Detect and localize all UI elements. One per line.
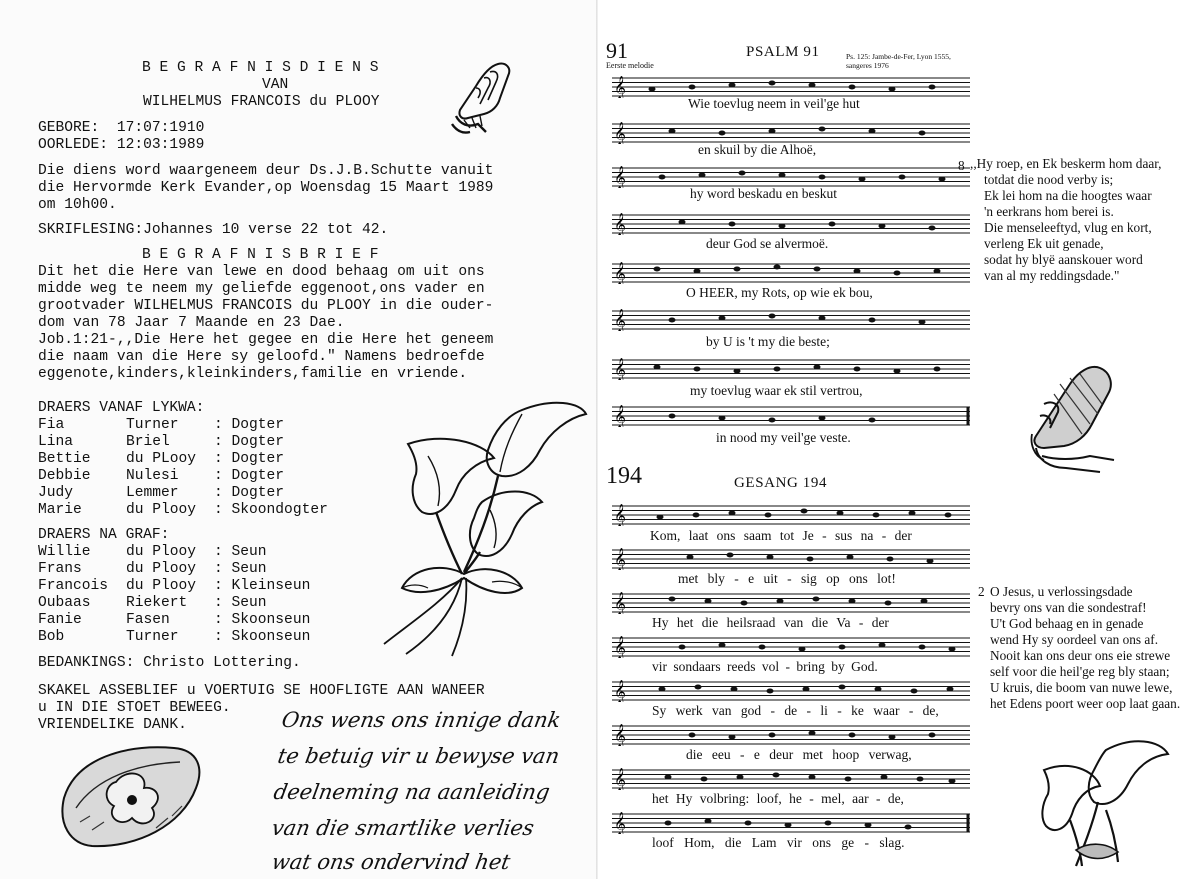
flower-hand-icon xyxy=(56,738,206,854)
svg-text:𝄞: 𝄞 xyxy=(614,724,626,746)
psalm-verse-line-5: Die menseleeftyd, vlug en kort, xyxy=(984,220,1152,235)
service-line-3: om 10h00. xyxy=(38,197,117,213)
music-staff xyxy=(612,768,970,790)
psalm-title: PSALM 91 xyxy=(746,44,820,60)
gesang-lyric-6: die eeu - e deur met hoop verwag, xyxy=(686,747,912,762)
gesang-lyric-5: Sy werk van god - de - li - ke waar - de, xyxy=(652,703,939,718)
letter-line-2: midde weg te neem my geliefde eggenoot,ons vader en xyxy=(38,281,485,297)
letter-line-7: eggenote,kinders,kleinkinders,familie en vriende. xyxy=(38,366,468,382)
bearers-home-title: DRAERS VANAF LYKWA: xyxy=(38,400,205,416)
music-staff xyxy=(612,680,970,702)
music-staff xyxy=(612,309,970,331)
svg-text:𝄞: 𝄞 xyxy=(614,592,626,614)
gesang-verse-line-8: het Edens poort weer oop laat gaan. xyxy=(990,696,1181,711)
music-staff xyxy=(612,262,970,284)
script-line-3: deelneming na aanleiding xyxy=(271,780,552,804)
music-staff xyxy=(612,724,970,746)
gesang-title: GESANG 194 xyxy=(734,475,828,491)
gesang-lyric-7: het Hy volbring: loof, he - mel, aar - de, xyxy=(652,791,904,806)
letter-line-6: die naam van die Here sy geloofd." Namens bedroefde xyxy=(38,349,485,365)
music-staff xyxy=(612,504,970,526)
music-staff xyxy=(612,405,970,427)
svg-text:𝄞: 𝄞 xyxy=(614,358,626,380)
music-staff xyxy=(612,76,970,98)
gesang-verse-number: 2 xyxy=(978,584,985,599)
psalm-verse-line-4: 'n eerkrans hom berei is. xyxy=(984,204,1114,219)
svg-text:𝄞: 𝄞 xyxy=(614,213,626,235)
death-date: OORLEDE: 12:03:1989 xyxy=(38,137,205,153)
gesang-verse-line-5: Nooit kan ons deur ons eie strewe xyxy=(990,648,1171,663)
gesang-verse-line-2: bevry ons van die sondestraf! xyxy=(990,600,1147,615)
svg-text:𝄞: 𝄞 xyxy=(614,76,626,98)
psalm-lyric-6: by U is 't my die beste; xyxy=(706,334,830,349)
psalm-lyric-2: en skuil by die Alhoë, xyxy=(698,142,817,157)
music-staff xyxy=(612,122,970,144)
svg-text:𝄞: 𝄞 xyxy=(614,309,626,331)
svg-text:𝄞: 𝄞 xyxy=(614,405,626,427)
gesang-lyric-4: vir sondaars reeds vol - bring by God. xyxy=(652,659,878,674)
psalm-number: 91 xyxy=(606,38,628,63)
music-staff xyxy=(612,592,970,614)
scripture-reading: SKRIFLESING:Johannes 10 verse 22 tot 42. xyxy=(38,222,389,238)
psalm-verse-line-1: ,,Hy roep, en Ek beskerm hom daar, xyxy=(970,156,1162,171)
gesang-verse-line-1: O Jesus, u verlossingsdade xyxy=(990,584,1133,599)
funeral-programme-page: B E G R A F N I S D I E N S VAN WILHELMUS FRANCOIS du PLOOY GEBORE: 17:07:1910 OORLEDE: 12:03:1989 Die diens word waargeneem deur Ds.J.B.Schutte vanuit die Hervormde Kerk Evander,op Woensdag 15 Maart 1989 om 10h00. SKRIFLESING:Johannes 10 verse 22 tot 42. B E G R A F N I S B R I E F Dit het die Here van lewe en dood behaag om uit ons midde weg te neem my geliefde eggenoot,ons vader en grootvader WILHELMUS FRANCOIS du PLOOY in die ouder- dom van 78 Jaar 7 Maande en 23 Dae. Job.1:21-,,Die Here het gegee en die Here het geneem die naam van die Here sy geloofd." Namens bedroefde eggenote,kinders,kleinkinders,familie en vriende. DRAERS VANAF LYKWA: Fia Turner : Dogter Lina Briel : Dogter Bettie du PLooy : Dogter Debbie Nulesi : Dogter Judy Lemmer : Dogter Marie du Plooy : Skoondogter DRAERS NA GRAF: Willie du Plooy : Seun Frans du Plooy : Seun Francois du Plooy : Kleinseun Oubaas Riekert : Seun Fanie Fasen : Skoonseun Bob Turner : Skoonseun BEDANKINGS: Christo Lottering. SKAKEL ASSEBLIEF u VOERTUIG SE HOOFLIGTE AAN WANEER u IN DIE STOET BEWEEG. VRIENDELIKE DANK. Ons wens ons innige dank te betuig vir u bewyse van deelneming na aanleiding van die smartlike verlies wat ons ondervind het xyxy=(0,0,598,879)
gesang-verse-line-4: wend Hy sy oordeel van ons af. xyxy=(990,632,1159,647)
programme-title: B E G R A F N I S D I E N S xyxy=(142,60,379,76)
svg-text:𝄞: 𝄞 xyxy=(614,504,626,526)
letter-line-4: dom van 78 Jaar 7 Maande en 23 Dae. xyxy=(38,315,345,331)
music-staff xyxy=(612,548,970,570)
music-staff xyxy=(612,213,970,235)
svg-text:𝄞: 𝄞 xyxy=(614,166,626,188)
praying-hands-icon xyxy=(1030,364,1118,476)
music-staff xyxy=(612,812,970,834)
gesang-lyric-8: loof Hom, die Lam vir ons ge - slag. xyxy=(652,835,905,850)
psalm-source: Ps. 125: Jambe-de-Fer, Lyon 1555, sangeres 1976 xyxy=(846,52,951,70)
lily-flower-icon xyxy=(372,392,594,662)
programme-van: VAN xyxy=(262,77,289,93)
psalm-verse-line-2: totdat die nood verby is; xyxy=(984,172,1114,187)
notice-line-3: VRIENDELIKE DANK. xyxy=(38,717,187,733)
letter-line-5: Job.1:21-,,Die Here het gegee en die Here het geneem xyxy=(38,332,494,348)
gesang-lyric-1: Kom, laat ons saam tot Je - sus na - der xyxy=(650,528,912,543)
psalm-verse-line-8: van al my reddingsdade." xyxy=(984,268,1120,283)
svg-text:𝄞: 𝄞 xyxy=(614,262,626,284)
psalm-verse-line-3: Ek lei hom na die hoogtes waar xyxy=(984,188,1152,203)
bearers-grave-title: DRAERS NA GRAF: xyxy=(38,527,170,543)
svg-text:𝄞: 𝄞 xyxy=(614,122,626,144)
lily-flower-icon xyxy=(1036,730,1176,870)
letter-line-1: Dit het die Here van lewe en dood behaag om uit ons xyxy=(38,264,485,280)
birth-date: GEBORE: 17:07:1910 xyxy=(38,120,205,136)
praying-hands-icon xyxy=(446,58,526,136)
psalm-lyric-5: O HEER, my Rots, op wie ek bou, xyxy=(686,285,873,300)
gesang-lyric-2: met bly - e uit - sig op ons lot! xyxy=(678,571,896,586)
gesang-lyric-3: Hy het die heilsraad van die Va - der xyxy=(652,615,889,630)
notice-line-2: u IN DIE STOET BEWEEG. xyxy=(38,700,231,716)
psalm-melody-label: Eerste melodie xyxy=(606,61,654,70)
svg-text:𝄞: 𝄞 xyxy=(614,548,626,570)
svg-text:𝄞: 𝄞 xyxy=(614,680,626,702)
music-staff xyxy=(612,166,970,188)
service-line-1: Die diens word waargeneem deur Ds.J.B.Schutte vanuit xyxy=(38,163,494,179)
script-line-2: te betuig vir u bewyse van xyxy=(275,744,562,768)
psalm-lyric-1: Wie toevlug neem in veil'ge hut xyxy=(688,96,860,111)
music-staff xyxy=(612,636,970,658)
svg-text:𝄞: 𝄞 xyxy=(614,812,626,834)
thanks-line: BEDANKINGS: Christo Lottering. xyxy=(38,655,301,671)
notice-line-1: SKAKEL ASSEBLIEF u VOERTUIG SE HOOFLIGTE AAN WANEER xyxy=(38,683,485,699)
service-line-2: die Hervormde Kerk Evander,op Woensdag 15 Maart 1989 xyxy=(38,180,494,196)
svg-text:𝄞: 𝄞 xyxy=(614,636,626,658)
psalm-lyric-8: in nood my veil'ge veste. xyxy=(716,430,851,445)
script-line-4: van die smartlike verlies xyxy=(269,816,536,840)
music-staff xyxy=(612,358,970,380)
deceased-name: WILHELMUS FRANCOIS du PLOOY xyxy=(143,94,380,110)
script-line-1: Ons wens ons innige dank xyxy=(279,708,563,732)
psalm-verse-line-6: verleng Ek uit genade, xyxy=(984,236,1104,251)
psalm-lyric-7: my toevlug waar ek stil vertrou, xyxy=(690,383,863,398)
psalm-verse-number: 8 xyxy=(958,158,965,173)
gesang-verse-line-3: U't God behaag en in genade xyxy=(990,616,1144,631)
gesang-verse-line-7: U kruis, die boom van nuwe lewe, xyxy=(990,680,1173,695)
gesang-number: 194 xyxy=(606,463,642,489)
letter-title: B E G R A F N I S B R I E F xyxy=(142,247,379,263)
gesang-verse-line-6: self voor die heil'ge reg bly staan; xyxy=(990,664,1170,679)
svg-text:𝄞: 𝄞 xyxy=(614,768,626,790)
script-line-5: wat ons ondervind het xyxy=(269,850,513,874)
psalm-lyric-4: deur God se alvermoë. xyxy=(706,236,829,251)
psalm-lyric-3: hy word beskadu en beskut xyxy=(690,186,837,201)
psalm-verse-line-7: sodat hy blyë aanskouer word xyxy=(984,252,1143,267)
letter-line-3: grootvader WILHELMUS FRANCOIS du PLOOY in die ouder- xyxy=(38,298,494,314)
